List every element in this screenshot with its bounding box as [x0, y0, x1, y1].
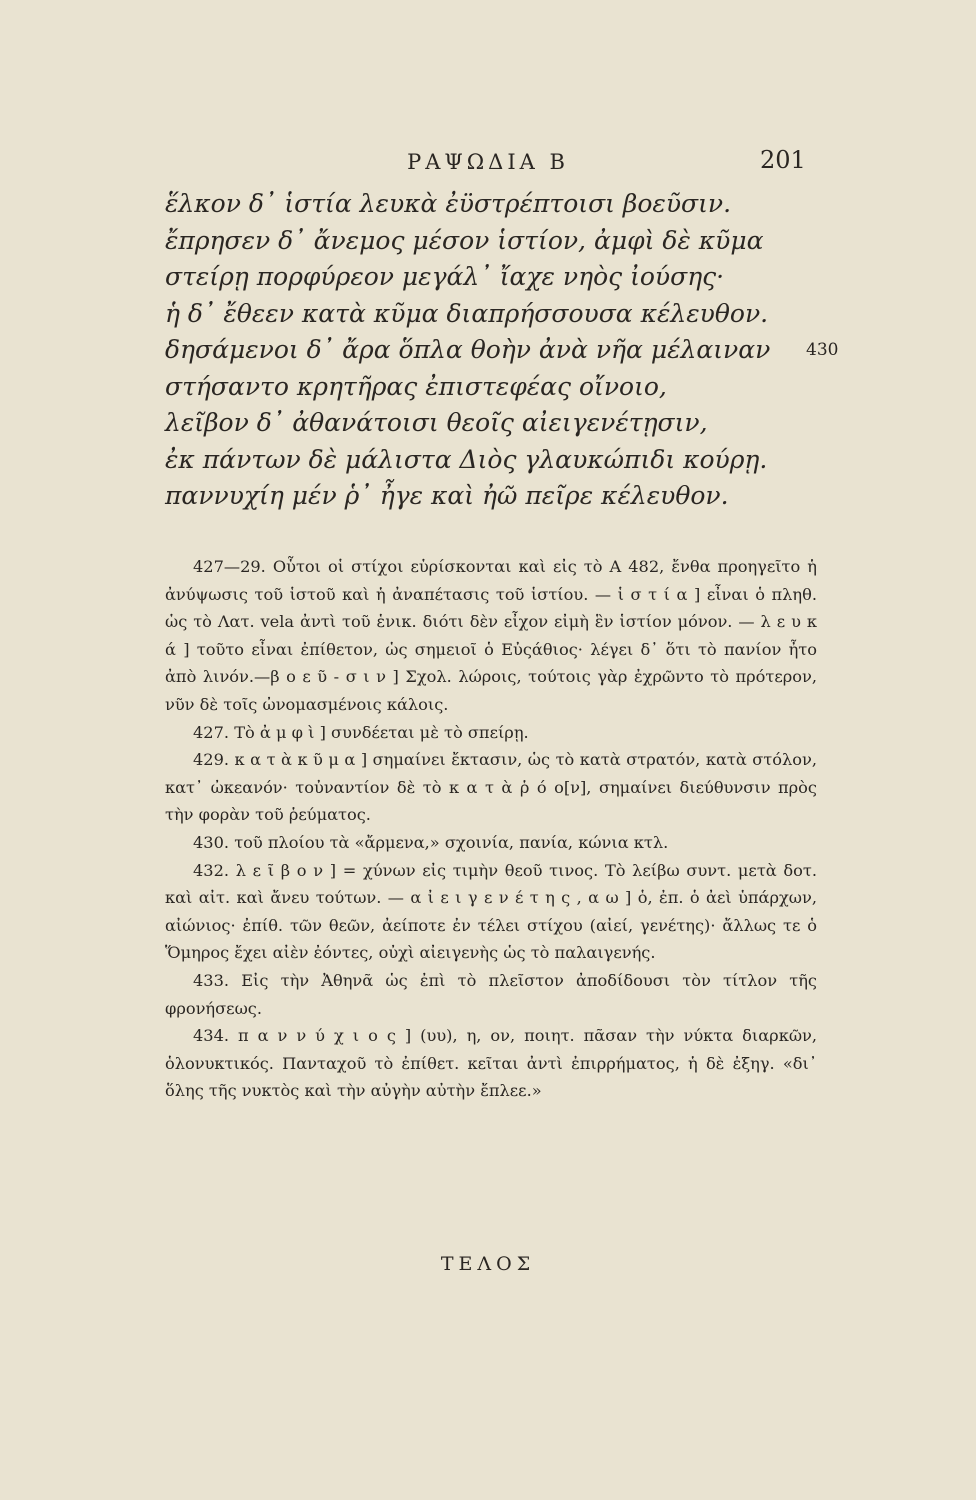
- verse-text: στήσαντο κρητῆρας ἐπιστεφέας οἴνοιο,: [165, 371, 667, 401]
- note-paragraph: 434. π α ν ν ύ χ ι ο ς ] (υυ), η, ον, ποιητ. πᾶσαν τὴν νύκτα διαρκῶν, ὁλονυκτικός. Πανταχοῦ τὸ ἐπίθετ. κεῖται ἀντὶ ἐπιρρήματος, ἡ δὲ ἐξηγ. «δι᾽ ὅλης τῆς νυκτὸς καὶ τὴν αὐγὴν αὐτὴν ἔπλεε.»: [165, 1026, 817, 1101]
- verse-text: ἔπρησεν δ᾽ ἄνεμος μέσον ἱστίον, ἀμφὶ δὲ κῦμα: [165, 225, 764, 255]
- verse-text: ἐκ πάντων δὲ μάλιστα Διὸς γλαυκώπιδι κούρῃ.: [165, 444, 768, 474]
- running-title: ΡΑΨΩΔΙΑ Β: [407, 150, 569, 174]
- verse-line: [165, 259, 865, 296]
- verse-text: ἕλκον δ᾽ ἱστία λευκὰ ἐϋστρέπτοισι βοεῦσιν.: [165, 189, 732, 218]
- note-paragraph: 433. Εἰς τὴν Ἀθηνᾶ ὡς ἐπὶ τὸ πλεῖστον ἀποδίδουσι τὸν τίτλον τῆς φρονήσεως.: [165, 970, 817, 1018]
- verse-line: [165, 442, 865, 479]
- page-number: 201: [760, 146, 806, 174]
- commentary-notes: [165, 553, 817, 1105]
- verse-line: [165, 405, 865, 442]
- verse-line: [165, 186, 865, 223]
- note-paragraph: 429. κ α τ ὰ κ ῦ μ α ] σημαίνει ἔκτασιν, ὡς τὸ κατὰ στρατόν, κατὰ στόλον, κατ᾽ ὠκεανόν· τοὐναντίον δὲ τὸ κ α τ ὰ ῥ ό ο[ν], σημαίνει διεύθυνσιν πρὸς τὴν φορὰν τοῦ ῥεύματος.: [165, 750, 817, 825]
- verse-text: ἡ δ᾽ ἔθεεν κατὰ κῦμα διαπρήσσουσα κέλευθον.: [165, 298, 769, 328]
- verse-block: [165, 186, 865, 515]
- verse-line: [165, 223, 865, 260]
- note-paragraph: 427. Τὸ ἀ μ φ ὶ ] συνδέεται μὲ τὸ σπείρῃ.: [193, 722, 529, 742]
- end-word: ΤΕΛΟΣ: [440, 1253, 536, 1275]
- note-paragraph: 432. λ ε ῖ β ο ν ] = χύνων εἰς τιμὴν θεοῦ τινος. Τὸ λείβω συντ. μετὰ δοτ. καὶ αἰτ. καὶ ἄνευ τούτων. — α ἰ ε ι γ ε ν έ τ η ς , α ω ] ὁ, ἐπ. ὁ ἀεὶ ὑπάρχων, αἰώνιος· ἐπίθ. τῶν θεῶν, ἀείποτε ἐν τέλει στίχου (αἰεί, γενέτης)· ἄλλως τε ὁ Ὅμηρος ἔχει αἰὲν ἐόντες, οὐχὶ αἰειγενὴς ὡς τὸ παλαιγενής.: [165, 860, 817, 963]
- verse-text: λεῖβον δ᾽ ἀθανάτοισι θεοῖς αἰειγενέτῃσιν,: [165, 408, 708, 437]
- note-paragraph: 430. τοῦ πλοίου τὰ «ἄρμενα,» σχοινία, πανία, κώνια κτλ.: [193, 832, 669, 852]
- verse-line: [165, 332, 865, 369]
- note-paragraph: 427—29. Οὗτοι οἱ στίχοι εὑρίσκονται καὶ εἰς τὸ Α 482, ἔνθα προηγεῖτο ἡ ἀνύψωσις τοῦ ἱστοῦ καὶ ἡ ἀναπέτασις τοῦ ἱστίου. — ἱ σ τ ί α ] εἶναι ὁ πληθ. ὡς τὸ Λατ. vela ἀντὶ τοῦ ἑνικ. διότι δὲν εἶχον εἰμὴ ἓν ἱστίον μόνον. — λ ε υ κ ά ] τοῦτο εἶναι ἐπίθετον, ὡς σημειοῖ ὁ Εὐςάθιος· λέγει δ᾽ ὅτι τὸ πανίον ἦτο ἀπὸ λινόν.—β ο ε ῦ - σ ι ν ] Σχολ. λώροις, τούτοις γὰρ ἐχρῶντο τὸ πρότερον, νῦν δὲ τοῖς ὠνομασμένοις κάλοις.: [165, 557, 817, 714]
- verse-text: παννυχίη μέν ῥ᾽ ἦγε καὶ ἠῶ πεῖρε κέλευθον.: [165, 481, 729, 510]
- verse-line: [165, 478, 865, 515]
- verse-text: δησάμενοι δ᾽ ἄρα ὅπλα θοὴν ἀνὰ νῆα μέλαιναν: [165, 335, 771, 364]
- verse-text: στείρῃ πορφύρεον μεγάλ᾽ ἴαχε νηὸς ἰούσης·: [165, 262, 725, 291]
- verse-line: [165, 296, 865, 333]
- verse-line: [165, 369, 865, 406]
- verse-line-number: 430: [806, 340, 839, 360]
